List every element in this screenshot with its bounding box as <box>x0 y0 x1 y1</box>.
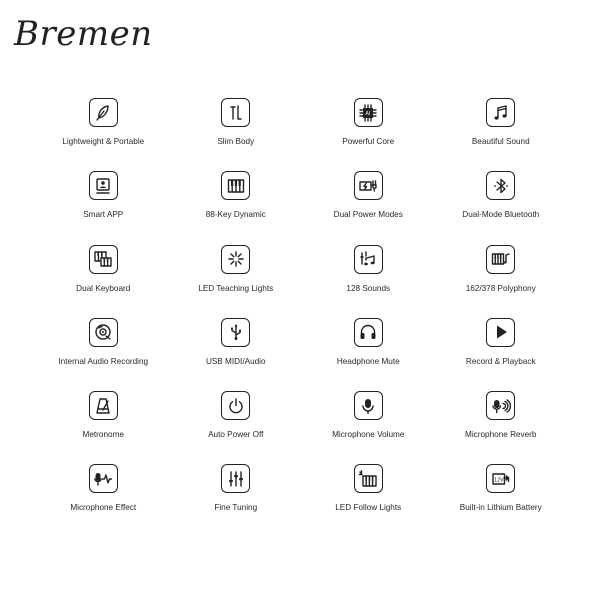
feature-item <box>435 171 568 244</box>
usb-icon <box>221 318 250 347</box>
feature-label: 128 Sounds <box>346 283 391 293</box>
sound-sliders-icon <box>354 245 383 274</box>
feature-item <box>435 245 568 318</box>
keys-light-icon <box>354 464 383 493</box>
metronome-icon <box>89 391 118 420</box>
feature-item <box>37 391 170 464</box>
feature-item <box>302 464 435 537</box>
feature-item <box>435 464 568 537</box>
keys-note-icon <box>486 245 515 274</box>
feature-label: Beautiful Sound <box>471 137 530 146</box>
feature-label: Powerful Core <box>342 137 395 146</box>
feature-item <box>170 391 303 464</box>
feature-label: Internal Audio Recording <box>58 356 149 366</box>
feature-label: Microphone Effect <box>70 503 137 513</box>
led-burst-icon <box>221 245 250 274</box>
feature-label: LED Teaching Lights <box>198 283 274 293</box>
headphones-icon <box>354 318 383 347</box>
feature-item <box>302 245 435 318</box>
feature-label: Microphone Volume <box>332 430 405 440</box>
feature-label: Dual Power Modes <box>333 210 403 220</box>
piano-keys-icon <box>221 171 250 200</box>
brand-logo: Bremen <box>14 14 153 54</box>
feature-label: Headphone Mute <box>336 356 400 366</box>
feature-item <box>435 391 568 464</box>
power-icon <box>221 391 250 420</box>
play-icon <box>486 318 515 347</box>
microphone-icon <box>354 391 383 420</box>
bluetooth-icon <box>486 171 515 200</box>
smartphone-app-icon <box>89 171 118 200</box>
feature-item <box>435 98 568 171</box>
microphone-wave-icon <box>89 464 118 493</box>
feature-item <box>170 318 303 391</box>
feature-label: USB MIDI/Audio <box>205 356 266 366</box>
record-disc-icon <box>89 318 118 347</box>
battery-12v-icon <box>486 464 515 493</box>
slim-body-icon <box>221 98 250 127</box>
feature-label: Metronome <box>82 430 124 440</box>
music-note-icon <box>486 98 515 127</box>
feature-item <box>302 391 435 464</box>
dual-keyboard-icon <box>89 245 118 274</box>
feature-label: Smart APP <box>83 210 124 220</box>
battery-plug-icon <box>354 171 383 200</box>
tuning-sliders-icon <box>221 464 250 493</box>
chip-icon <box>354 98 383 127</box>
feature-item <box>37 464 170 537</box>
feature-item <box>37 171 170 244</box>
feather-icon <box>89 98 118 127</box>
feature-item <box>37 245 170 318</box>
feature-label: Slim Body <box>217 137 255 146</box>
svg-text:AI: AI <box>365 110 371 117</box>
feature-item <box>435 318 568 391</box>
feature-item <box>302 318 435 391</box>
feature-item <box>170 98 303 171</box>
feature-label: Fine Tuning <box>214 503 258 513</box>
feature-item <box>37 318 170 391</box>
feature-label: Auto Power Off <box>208 430 264 440</box>
feature-label: Dual-Mode Bluetooth <box>462 210 540 220</box>
feature-label: Microphone Reverb <box>465 430 537 440</box>
svg-text:12V: 12V <box>493 477 504 484</box>
feature-item <box>37 98 170 171</box>
feature-label: Lightweight & Portable <box>62 137 145 146</box>
feature-item <box>170 245 303 318</box>
feature-label: 162/378 Polyphony <box>465 283 536 293</box>
feature-label: 88-Key Dynamic <box>205 210 266 220</box>
feature-item <box>302 171 435 244</box>
feature-item <box>170 171 303 244</box>
feature-label: Built-in Lithium Battery <box>459 503 542 513</box>
feature-grid <box>37 98 567 538</box>
microphone-reverb-icon <box>486 391 515 420</box>
feature-label: Dual Keyboard <box>76 283 131 293</box>
feature-item <box>170 464 303 537</box>
feature-label: Record & Playback <box>465 356 536 366</box>
feature-label: LED Follow Lights <box>335 503 402 513</box>
feature-item <box>302 98 435 171</box>
